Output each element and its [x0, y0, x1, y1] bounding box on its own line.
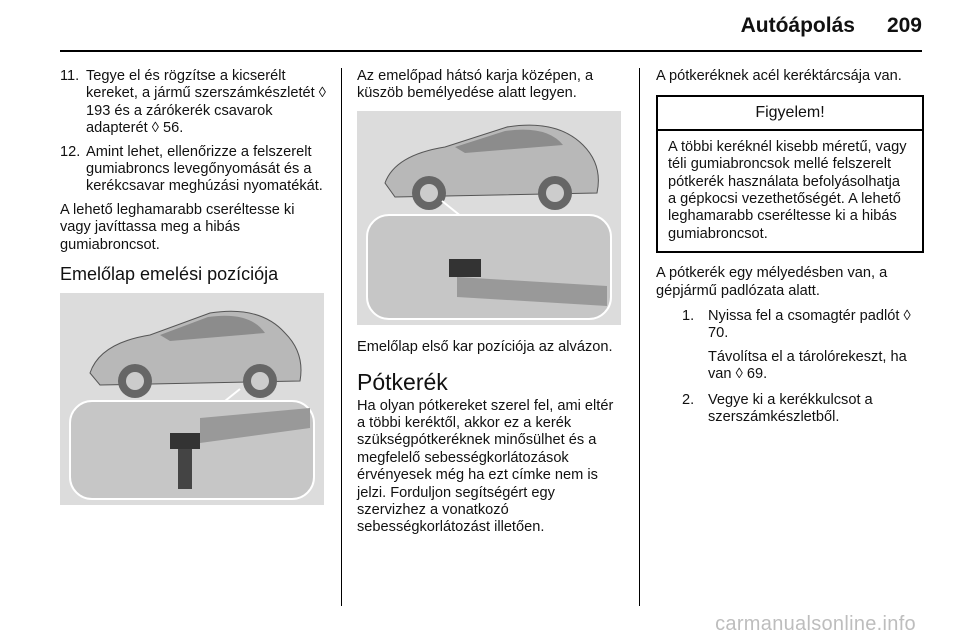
section-heading: Pótkerék: [357, 369, 448, 396]
list-subtext: Távolítsa el a tárolórekeszt, ha van ◊ 69.: [708, 348, 907, 383]
list-number: 12.: [60, 143, 81, 160]
list-text: Nyissa fel a csomagtér padlót ◊ 70.: [708, 308, 911, 342]
section-title: Autóápolás: [740, 14, 855, 37]
list-text: Amint lehet, ellenőrizze a felszerelt gumiabroncs levegőnyomását és a kerékcsavar meghúzási nyomatékát.: [86, 143, 323, 195]
list-number: 2.: [682, 391, 695, 408]
column-2: [357, 68, 625, 545]
paragraph: Ha olyan pótkereket szerel fel, ami eltér a többi keréktől, akkor ez a kerék szükségpótkeréknek minősülhet és a megfelelő sebességkorlátozások érvényesek még ha ezt címke nem is jelzi. Forduljon segítségért egy szervizhez a vonatkozó sebességkorlátozást illetően.: [357, 397, 614, 536]
warning-text: A többi keréknél kisebb méretű, vagy téli gumiabroncsok mellé felszerelt pótkerék használata befolyásolhatja a gépkocsi vezethetőségét. A lehető leghamarabb cseréltesse ki a hibás gumiabroncsot.: [668, 138, 907, 242]
header-rule: [60, 50, 922, 52]
figure-caption: Emelőlap első kar pozíciója az alvázon.: [357, 338, 613, 355]
jack-position-rear-figure: [60, 293, 324, 505]
warning-box: [656, 95, 924, 253]
page-number: 209: [886, 14, 922, 37]
paragraph: A pótkeréknek acél keréktárcsája van.: [656, 68, 902, 84]
list-item: [60, 144, 328, 196]
list-number: 11.: [60, 68, 80, 84]
watermark: carmanualsonline.info: [715, 613, 916, 635]
page-header: [741, 14, 922, 44]
list-number: 1.: [682, 308, 695, 325]
list-item: [682, 392, 924, 427]
column-3: [656, 68, 924, 433]
list-item: [682, 308, 924, 343]
car-on-lift-illustration: [60, 293, 324, 505]
column-1: [60, 68, 328, 505]
column-divider: [639, 68, 640, 606]
paragraph: Az emelőpad hátsó karja középen, a küszöb bemélyedése alatt legyen.: [357, 68, 594, 102]
paragraph: A pótkerék egy mélyedésben van, a gépjármű padlózata alatt.: [656, 265, 888, 299]
subheading: Emelőlap emelési pozíciója: [60, 264, 279, 285]
list-text: Tegye el és rögzítse a kicserélt kereket, a jármű szerszámkészletét ◊ 193 és a zárókerék csavarok adapterét ◊ 56.: [86, 68, 326, 137]
list-text: Vegye ki a kerékkulcsot a szerszámkészletből.: [708, 391, 873, 426]
warning-title: Figyelem!: [658, 97, 922, 130]
car-on-lift-illustration: [357, 111, 621, 325]
list-item: [60, 68, 328, 138]
paragraph: A lehető leghamarabb cseréltesse ki vagy javíttassa meg a hibás gumiabroncsot.: [60, 201, 295, 253]
column-divider: [341, 68, 342, 606]
jack-position-front-figure: [357, 111, 621, 325]
